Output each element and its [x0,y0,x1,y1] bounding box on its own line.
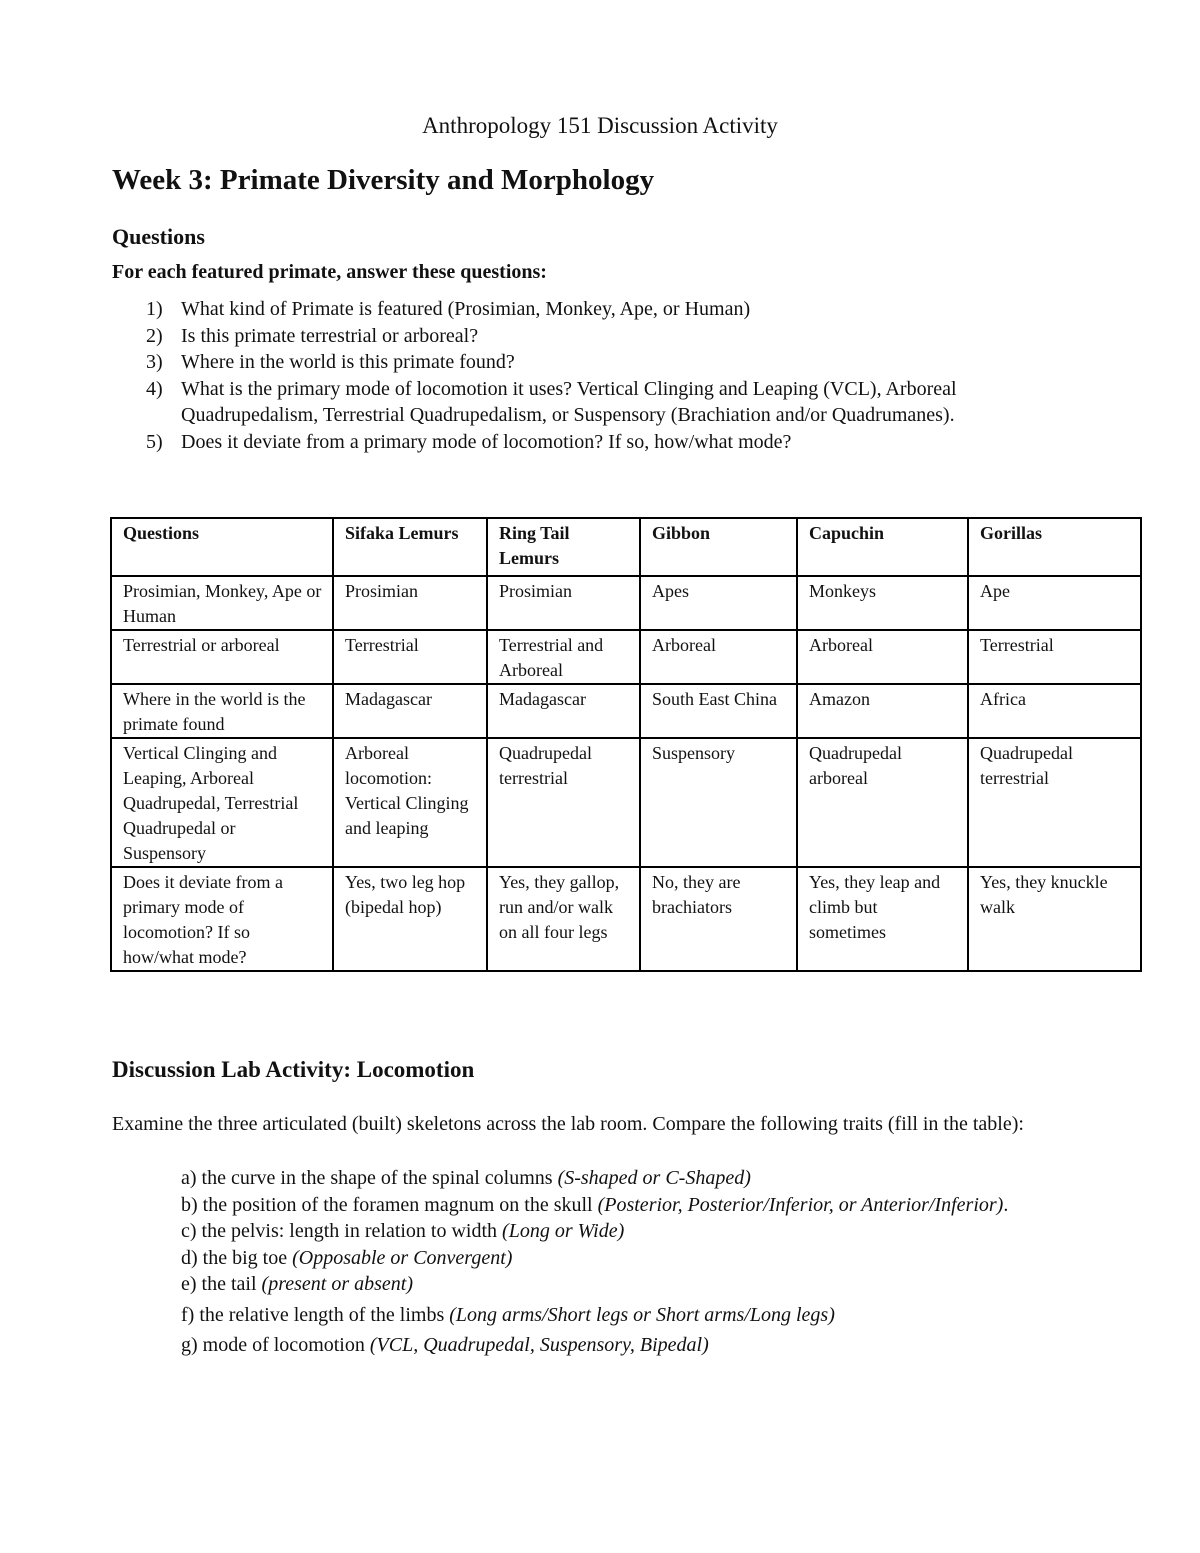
trait-suffix: . [1003,1193,1009,1216]
table-cell: Terrestrial [333,630,487,684]
question-text: What is the primary mode of locomotion it uses? Vertical Clinging and Leaping (VCL), Arboreal Quadrupedalism, Terrestrial Quadrupedalism, or Suspensory (Brachiation and/or Quadrumanes). [181,377,957,426]
trait-options: (present or absent) [261,1273,413,1295]
trait-text: a) the curve in the shape of the spinal columns [181,1167,558,1189]
table-cell: Prosimian, Monkey, Ape or Human [111,576,333,630]
table-cell: Prosimian [333,576,487,630]
trait-text: d) the big toe [181,1246,293,1269]
primate-table [110,517,1142,972]
question-list [112,296,1072,455]
column-header: Capuchin [797,518,968,576]
table-cell: Monkeys [797,576,968,630]
trait-options: (S-shaped or C-Shaped) [557,1167,751,1189]
question-text: Does it deviate from a primary mode of locomotion? If so, how/what mode? [181,430,792,453]
question-text: Where in the world is this primate found? [181,351,515,373]
table-cell: Does it deviate from a primary mode of locomotion? If so how/what mode? [111,867,333,971]
table-cell: Madagascar [333,684,487,738]
column-header: Sifaka Lemurs [333,518,487,576]
trait-item [181,1271,1061,1298]
instruction-text: For each featured primate, answer these questions: [112,261,547,283]
table-cell: Yes, they knuckle walk [968,867,1141,971]
question-item [112,296,1072,323]
question-item [112,376,1072,429]
table-cell: Quadrupedal terrestrial [487,738,640,867]
table-cell: Suspensory [640,738,797,867]
trait-item [181,1218,1061,1245]
trait-options: (VCL, Quadrupedal, Suspensory, Bipedal) [369,1334,709,1356]
question-number: 3) [146,351,163,373]
table-row [111,738,1141,867]
table-cell: Arboreal [640,630,797,684]
table-cell: Quadrupedal arboreal [797,738,968,867]
table-row [111,684,1141,738]
trait-item [181,1192,1061,1219]
table-cell: South East China [640,684,797,738]
question-item [112,349,1072,376]
trait-text: e) the tail [181,1273,262,1295]
table-cell: Madagascar [487,684,640,738]
column-header: Questions [111,518,333,576]
table-cell: Terrestrial [968,630,1141,684]
table-row [111,867,1141,971]
table-row [111,576,1141,630]
question-item [112,429,1072,456]
course-title: Anthropology 151 Discussion Activity [422,113,778,138]
lab-intro: Examine the three articulated (built) skeletons across the lab room. Compare the following traits (fill in the table): [112,1113,1024,1135]
table-cell: Vertical Clinging and Leaping, Arboreal Quadrupedal, Terrestrial Quadrupedal or Suspensory [111,738,333,867]
table-cell: Prosimian [487,576,640,630]
week-title: Week 3: Primate Diversity and Morphology [112,164,655,196]
table-cell: No, they are brachiators [640,867,797,971]
table-cell: Yes, they leap and climb but sometimes [797,867,968,971]
column-header: Ring Tail Lemurs [487,518,640,576]
trait-text: c) the pelvis: length in relation to width [181,1220,503,1242]
table-cell: Yes, they gallop, run and/or walk on all four legs [487,867,640,971]
trait-item [181,1332,1061,1359]
trait-item [181,1165,1061,1192]
trait-item [181,1245,1061,1272]
trait-text: b) the position of the foramen magnum on the skull [181,1193,598,1216]
lab-heading: Discussion Lab Activity: Locomotion [112,1057,475,1082]
question-item [112,323,1072,350]
table-cell: Quadrupedal terrestrial [968,738,1141,867]
column-header: Gorillas [968,518,1141,576]
table-cell: Terrestrial or arboreal [111,630,333,684]
trait-options: (Long or Wide) [502,1220,625,1242]
table-cell: Yes, two leg hop (bipedal hop) [333,867,487,971]
question-text: What kind of Primate is featured (Prosimian, Monkey, Ape, or Human) [181,298,751,320]
trait-options: (Posterior, Posterior/Inferior, or Anterior/Inferior) [597,1193,1004,1216]
trait-options: (Long arms/Short legs or Short arms/Long legs) [449,1303,835,1326]
trait-options: (Opposable or Convergent) [292,1246,513,1269]
table-cell: Africa [968,684,1141,738]
column-header: Gibbon [640,518,797,576]
questions-heading: Questions [112,224,205,249]
table-cell: Amazon [797,684,968,738]
question-number: 5) [146,430,163,453]
trait-text: f) the relative length of the limbs [181,1303,450,1326]
table-row [111,630,1141,684]
question-number: 1) [146,298,163,320]
question-number: 4) [146,377,163,400]
table-header-row [111,518,1141,576]
table-cell: Ape [968,576,1141,630]
trait-list [181,1165,1061,1359]
table-cell: Terrestrial and Arboreal [487,630,640,684]
question-number: 2) [146,324,163,347]
table-cell: Arboreal [797,630,968,684]
trait-text: g) mode of locomotion [181,1334,370,1356]
trait-item [181,1302,1061,1329]
table-cell: Where in the world is the primate found [111,684,333,738]
table-cell: Arboreal locomotion: Vertical Clinging and leaping [333,738,487,867]
question-text: Is this primate terrestrial or arboreal? [181,324,479,347]
table-cell: Apes [640,576,797,630]
